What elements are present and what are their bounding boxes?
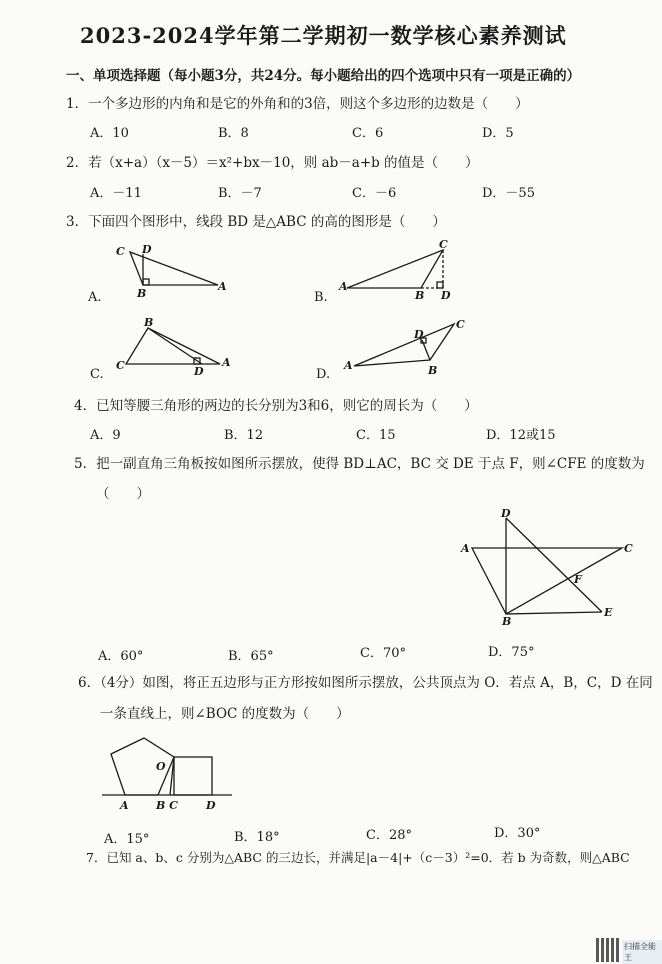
question-2-stem: 2．若（x+a）（x－5）＝x²+bx－10，则 ab－a+b 的值是（ ） bbox=[66, 155, 479, 171]
label-a: A bbox=[120, 799, 129, 812]
label-a: A bbox=[222, 356, 231, 369]
q5-option-b: B．65° bbox=[228, 649, 274, 664]
label-a: A bbox=[344, 359, 353, 372]
q5-option-d: D．75° bbox=[488, 645, 535, 660]
q1-option-b: B．8 bbox=[218, 126, 249, 141]
label-a: A bbox=[218, 280, 227, 293]
label-c: C bbox=[439, 238, 448, 251]
question-6-stem-line2: 一条直线上，则∠BOC 的度数为（ ） bbox=[100, 706, 350, 722]
qr-code-icon bbox=[596, 938, 620, 962]
q3-figure-b-label: B. bbox=[314, 290, 328, 305]
q2-option-d: D．－55 bbox=[482, 186, 535, 201]
label-d: D bbox=[142, 243, 152, 256]
q1-option-d: D．5 bbox=[482, 126, 514, 141]
label-b: B bbox=[415, 289, 425, 302]
question-5-stem-line1: 5．把一副直角三角板按如图所示摆放，使得 BD⊥AC，BC 交 DE 于点 F，则∠CFE 的度数为 bbox=[74, 456, 645, 472]
label-c: C bbox=[456, 318, 465, 331]
q6-figure bbox=[100, 734, 240, 818]
q3-figure-d-label: D. bbox=[316, 367, 331, 382]
square bbox=[174, 757, 212, 795]
label-c: C bbox=[116, 359, 125, 372]
label-d: D bbox=[206, 799, 216, 812]
label-f: F bbox=[574, 573, 582, 586]
q6-option-d: D．30° bbox=[494, 826, 541, 841]
label-e: E bbox=[604, 606, 613, 619]
scanner-watermark: 扫描全能王 bbox=[622, 940, 662, 964]
q3-figure-d bbox=[336, 316, 466, 378]
triangle-abc bbox=[347, 250, 443, 288]
q4-option-c: C．15 bbox=[356, 428, 396, 443]
q2-option-a: A．－11 bbox=[90, 186, 142, 201]
label-bc: B C bbox=[156, 799, 178, 812]
q5-figure bbox=[458, 508, 638, 626]
section-heading: 一、单项选择题（每小题3分，共24分。每小题给出的四个选项中只有一项是正确的） bbox=[66, 68, 581, 84]
triangle-abc bbox=[126, 328, 220, 364]
right-angle-mark bbox=[143, 279, 149, 285]
q1-option-a: A．10 bbox=[90, 126, 129, 141]
q4-option-a: A．9 bbox=[90, 428, 121, 443]
label-a: A bbox=[461, 542, 470, 555]
q4-option-d: D．12或15 bbox=[486, 428, 556, 443]
q5-option-a: A．60° bbox=[98, 649, 144, 664]
page-title: 2023-2024学年第二学期初一数学核心素养测试 bbox=[80, 23, 567, 48]
q1-option-c: C．6 bbox=[352, 126, 384, 141]
right-angle-mark bbox=[437, 282, 443, 288]
question-5-stem-line2: （ ） bbox=[96, 486, 150, 502]
question-3-stem: 3．下面四个图形中，线段 BD 是△ABC 的高的图形是（ ） bbox=[66, 214, 446, 230]
label-c: C bbox=[116, 245, 125, 258]
label-o: O bbox=[156, 760, 166, 773]
question-4-stem: 4．已知等腰三角形的两边的长分别为3和6，则它的周长为（ ） bbox=[74, 398, 478, 414]
q2-option-c: C．－6 bbox=[352, 186, 397, 201]
label-b: B bbox=[137, 287, 147, 300]
q3-figure-a bbox=[110, 240, 240, 300]
question-6-stem-line1: 6．（4分）如图，将正五边形与正方形按如图所示摆放，公共顶点为 O．若点 A，B，C，D 在同 bbox=[78, 675, 653, 691]
label-d: D bbox=[194, 365, 204, 378]
label-b: B bbox=[428, 364, 438, 377]
q2-option-b: B．－7 bbox=[218, 186, 262, 201]
question-7-stem: 7．已知 a、b、c 分别为△ABC 的三边长，并满足|a－4|+（c－3）²=0．若 b 为奇数，则△ABC bbox=[86, 850, 630, 865]
label-d: D bbox=[414, 328, 424, 341]
label-c: C bbox=[624, 542, 633, 555]
segment-be bbox=[506, 612, 602, 614]
label-d: D bbox=[441, 289, 451, 302]
label-b: B bbox=[502, 615, 512, 628]
q3-figure-a-label: A. bbox=[88, 290, 102, 305]
q3-figure-b bbox=[335, 238, 465, 300]
label-a: A bbox=[339, 280, 348, 293]
q3-figure-c bbox=[112, 316, 242, 378]
label-b: B bbox=[144, 316, 154, 329]
q6-option-c: C．28° bbox=[366, 828, 412, 843]
q6-option-a: A．15° bbox=[104, 832, 150, 847]
q4-option-b: B．12 bbox=[224, 428, 264, 443]
q3-figure-c-label: C. bbox=[90, 367, 104, 382]
segment-de bbox=[506, 518, 602, 612]
label-d: D bbox=[501, 507, 511, 520]
question-1-stem: 1．一个多边形的内角和是它的外角和的3倍，则这个多边形的边数是（ ） bbox=[66, 96, 529, 112]
triangle-abc bbox=[354, 324, 454, 366]
q5-option-c: C．70° bbox=[360, 646, 406, 661]
q6-option-b: B．18° bbox=[234, 830, 280, 845]
